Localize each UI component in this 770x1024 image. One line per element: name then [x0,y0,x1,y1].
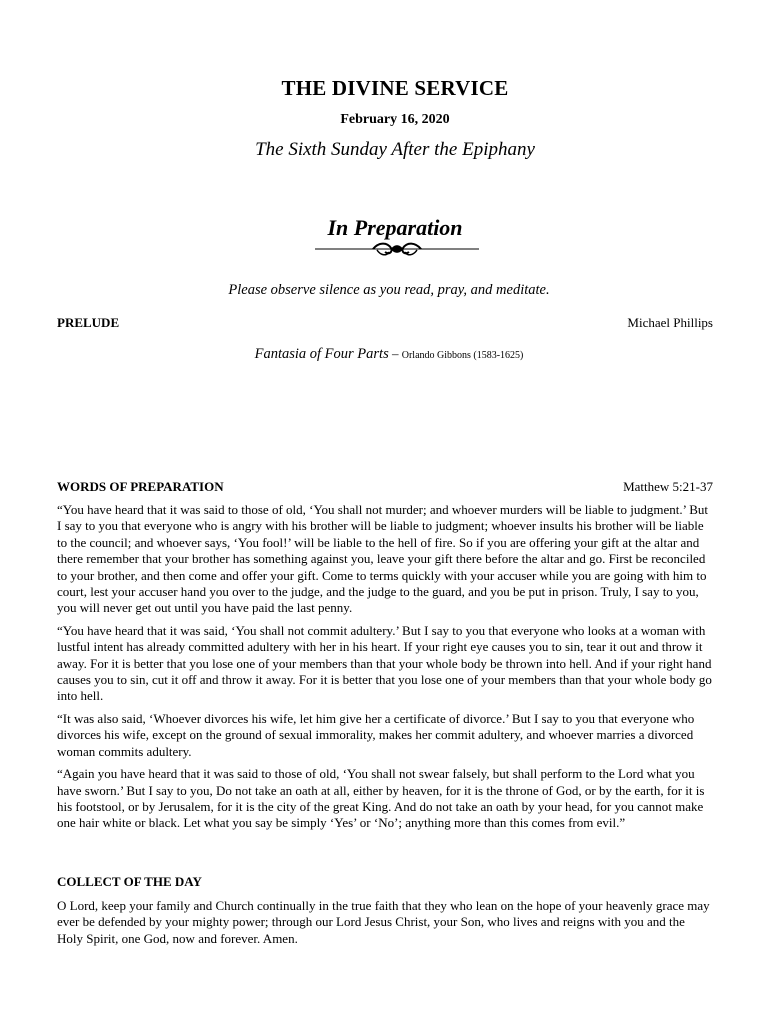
silence-instruction: Please observe silence as you read, pray, and meditate. [228,282,550,298]
scripture-paragraph: “Again you have heard that it was said to those of old, ‘You shall not swear falsely, but shall perform to the Lord what you have sworn.’ But I say to you, Do not take an oath at all, either by heaven, for it is the throne of God, or by the earth, for it is his footstool, or by Jerusalem, for it is the city of the great King. And do not take an oath by your head, for you cannot make one hair white or black. Let what you say be simply ‘Yes’ or ‘No’; anything more than this comes from evil.” [57,766,705,831]
prelude-performer: Michael Phillips [627,315,713,330]
prelude-row [57,315,713,331]
collect-text: O Lord, keep your family and Church continually in the true faith that they who lean on the hope of your heavenly grace may ever be defended by your mighty power; through our Lord Jesus Christ, your Son, who lives and reigns with you and the Holy Spirit, one God, now and forever. Amen. [57,898,710,946]
scripture-paragraph: “You have heard that it was said, ‘You shall not commit adultery.’ But I say to you that everyone who looks at a woman with lustful intent has already committed adultery with her in his heart. If your right eye causes you to sin, tear it out and throw it away. For it is better that you lose one of your members than that your whole body be thrown into hell. And if your right hand causes you to sin, cut it off and throw it away. For it is better that you lose one of your members than that your whole body go into hell. [57,622,712,704]
prelude-label: PRELUDE [57,315,120,330]
collect-block [57,898,713,953]
scripture-paragraph: “You have heard that it was said to those of old, ‘You shall not murder; and whoever murders will be liable to judgment.’ But I say to you that everyone who is angry with his brother will be liable to judgment; whoever insults his brother will be liable to the council; and whoever says, ‘You fool!’ will be liable to the hell of fire. So if you are offering your gift at the altar and there remember that your brother has something against you, leave your gift there before the altar and go. First be reconciled to your brother, and then come and offer your gift. Come to terms quickly with your accuser while you are going with him to court, lest your accuser hand you over to the judge, and the judge to the guard, and you be put in prison. Truly, I say to you, you will never get out until you have paid the last penny. [57,502,708,616]
scripture-reference: Matthew 5:21-37 [623,479,713,494]
collect-label: COLLECT OF THE DAY [57,874,202,889]
liturgical-occasion: The Sixth Sunday After the Epiphany [255,139,535,160]
words-of-preparation-label: WORDS OF PREPARATION [57,479,224,494]
service-title: THE DIVINE SERVICE [281,76,509,100]
prelude-composer: Orlando Gibbons (1583-1625) [401,350,524,361]
preparation-heading: In Preparation [327,215,463,240]
scripture-paragraph: “It was also said, ‘Whoever divorces his wife, let him give her a certificate of divorce.’ But I say to you that everyone who divorces his wife, except on the ground of sexual immorality, makes her commit adultery, and whoever marries a divorced woman commits adultery. [57,710,695,759]
service-date: February 16, 2020 [340,112,450,127]
prelude-piece [57,346,721,363]
scripture-text [57,502,713,838]
words-of-preparation-row [57,479,713,495]
flourish-divider-icon [315,240,479,258]
prelude-work-title: Fantasia of Four Parts [254,346,389,362]
prelude-dash: – [388,346,402,361]
